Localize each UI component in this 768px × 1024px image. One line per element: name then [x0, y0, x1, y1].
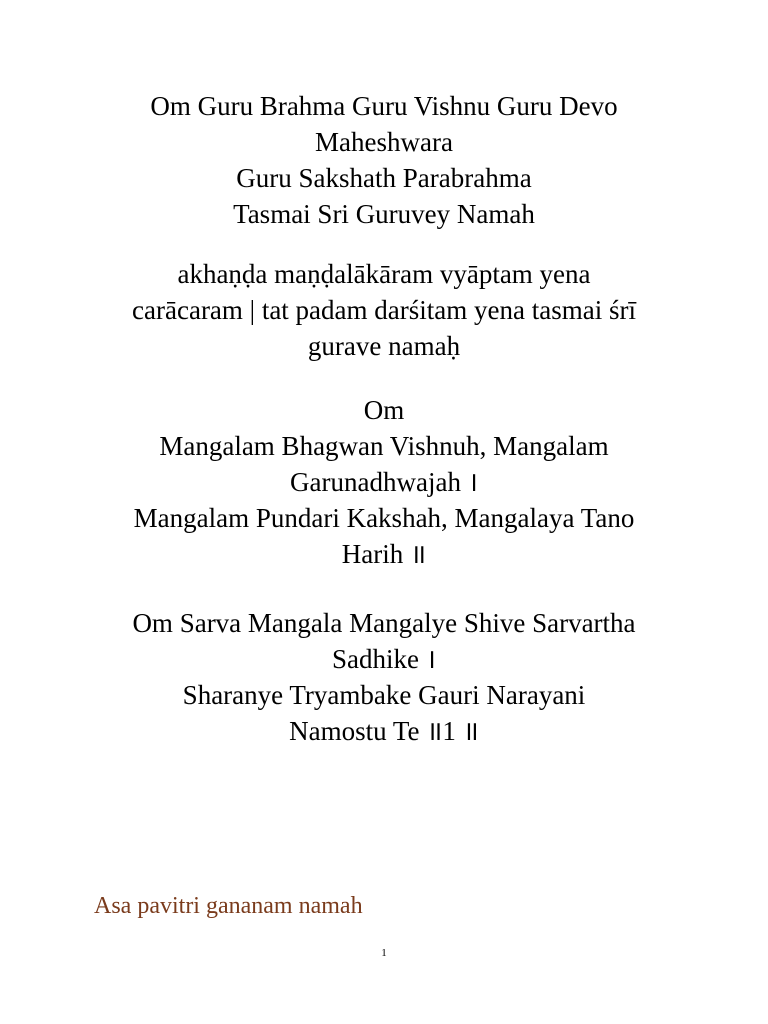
stanza-line: Sharanye Tryambake Gauri Narayani [182, 680, 586, 710]
stanza-line: Om [363, 395, 405, 425]
stanza-line: Guru Sakshath Parabrahma [236, 163, 532, 193]
stanza-line: Om Sarva Mangala Mangalye Shive Sarvartha [132, 608, 636, 638]
stanza-line: Mangalam Pundari Kakshah, Mangalaya Tano [133, 503, 635, 533]
stanza-line: Mangalam Bhagwan Vishnuh, Mangalam [159, 431, 609, 461]
mangalam-vishnu-stanza [40, 392, 728, 572]
guru-mantra-stanza [40, 88, 728, 232]
sarva-mangala-stanza [40, 605, 728, 749]
stanza-line: Sadhike । [332, 644, 436, 674]
stanza-line: Om Guru Brahma Guru Vishnu Guru Devo [150, 91, 618, 121]
stanza-line: Garunadhwajah । [290, 467, 478, 497]
page-number: 1 [381, 947, 387, 959]
stanza-line: Tasmai Sri Guruvey Namah [233, 199, 535, 229]
stanza-line: carācaram | tat padam darśitam yena tasmai śrī [132, 295, 636, 325]
stanza-line: Maheshwara [315, 127, 453, 157]
stanza-line: gurave namaḥ [307, 331, 461, 361]
stanza-line: akhaṇḍa maṇḍalākāram vyāptam yena [177, 259, 591, 289]
stanza-line: Namostu Te ॥1 ॥ [289, 716, 479, 746]
akhanda-mandala-stanza [40, 256, 728, 364]
stanza-line: Harih ॥ [341, 539, 427, 569]
closing-line: Asa pavitri gananam namah [94, 893, 363, 919]
